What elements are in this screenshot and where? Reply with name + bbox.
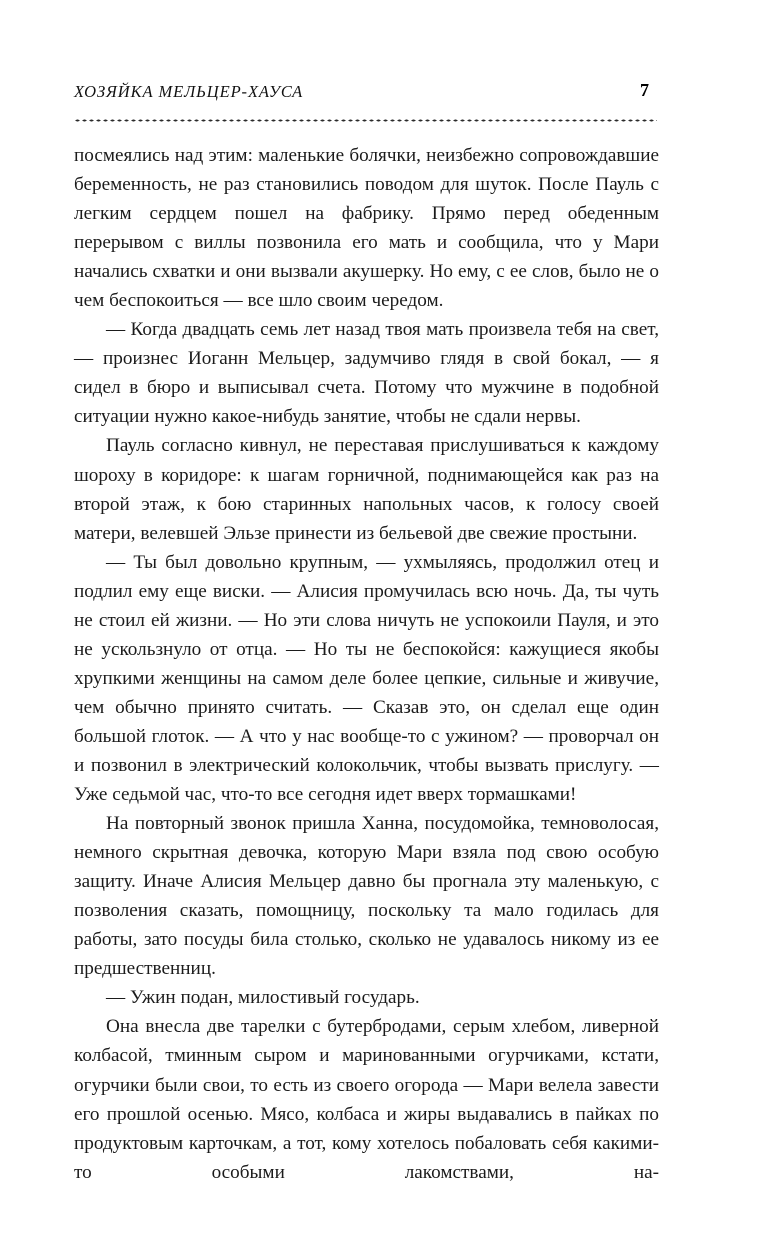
body-text <box>74 141 659 1187</box>
paragraph: — Когда двадцать семь лет назад твоя мать произвела тебя на свет, — произнес Иоганн Мельцер, задумчиво глядя в свой бокал, — я сидел в бюро и выписывал счета. Потому что мужчине в подобной ситуации нужно какое-нибудь занятие, чтобы не сдали нервы. <box>74 319 659 428</box>
paragraph: — Ты был довольно крупным, — ухмыляясь, продолжил отец и подлил ему еще виски. — Алисия промучилась всю ночь. Да, ты чуть не стоил ей жизни. — Но эти слова ничуть не успокоили Пауля, и это не ускользнуло от отца. — Но ты не беспокойся: кажущиеся якобы хрупкими женщины на самом деле более цепкие, сильные и живучие, чем обычно принято считать. — Сказав это, он сделал еще один большой глоток. — А что у нас вообще-то с ужином? — проворчал он и позвонил в электрический колокольчик, чтобы вызвать прислугу. — Уже седьмой час, что-то все сегодня идет вверх тормашками! <box>74 551 659 806</box>
running-head-title: ХОЗЯЙКА МЕЛЬЦЕР-ХАУСА <box>74 82 304 101</box>
dotted-divider <box>74 119 657 122</box>
paragraph: — Ужин подан, милостивый государь. <box>106 987 420 1009</box>
paragraph: Пауль согласно кивнул, не переставая прислушиваться к каждому шороху в коридоре: к шагам горничной, поднимающейся как раз на второй этаж, к бою старинных напольных часов, к голосу своей матери, велевшей Эльзе принести из бельевой две свежие простыни. <box>74 435 659 544</box>
paragraph: Она внесла две тарелки с бутербродами, серым хлебом, ливерной колбасой, тминным сыром и маринованными огурчиками, кстати, огурчики были свои, то есть из своего огорода — Мари велела завести его прошлой осенью. Мясо, колбаса и жиры выдавались в пайках по продуктовым карточкам, а тот, кому хотелось побаловать себя какими-то особыми лакомствами, на- <box>74 1016 659 1183</box>
paragraph: На повторный звонок пришла Ханна, посудомойка, темноволосая, немного скрытная девочка, которую Мари взяла под свою особую защиту. Иначе Алисия Мельцер давно бы прогнала эту маленькую, с позволения сказать, помощницу, поскольку та мало годилась для работы, зато посуды била столько, сколько не удавалось никому из ее предшественниц. <box>74 813 659 980</box>
page-number: 7 <box>640 80 649 100</box>
paragraph: посмеялись над этим: маленькие болячки, неизбежно сопровождавшие беременность, не раз становились поводом для шуток. После Пауль с легким сердцем пошел на фабрику. Прямо перед обеденным перерывом с виллы позвонила его мать и сообщила, что у Мари начались схватки и они вызвали акушерку. Но ему, с ее слов, было не о чем беспокоиться — все шло своим чередом. <box>74 145 659 312</box>
running-head <box>74 82 658 108</box>
